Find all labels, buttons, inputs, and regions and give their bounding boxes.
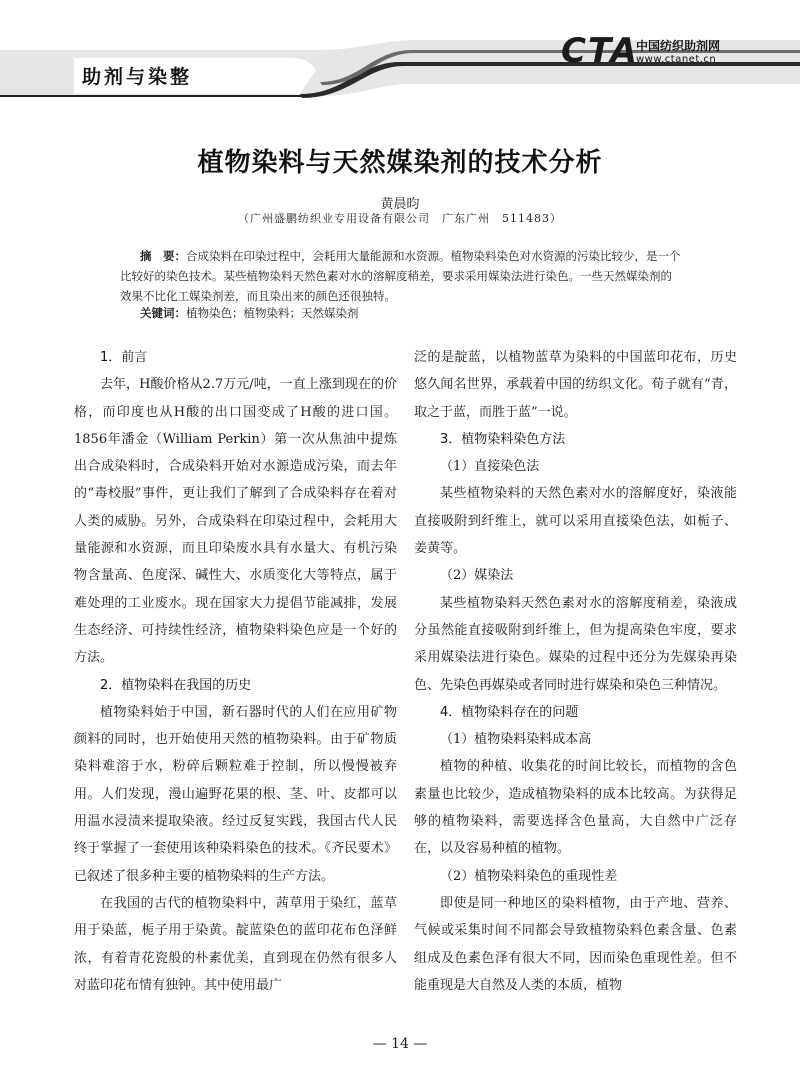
article-title: 植物染料与天然媒染剂的技术分析: [197, 148, 603, 178]
logo-url: www.ctanet.cn: [636, 54, 717, 65]
section-heading: 2．植物染料在我国的历史: [100, 677, 252, 693]
logo-chinese-name: 中国纺织助剂网: [636, 39, 721, 53]
abstract-text: 合成染料在印染过程中，会耗用大量能源和水资源。植物染料染色对水资源的污染比较少，是一个比较好的染色技术。某些植物染料天然色素对水的溶解度稍差，要求采用媒染法进行染色。一些天然媒染剂的效果不比化工媒染剂差，而且染出来的颜色还很独特。: [120, 249, 681, 303]
paragraph: 某些植物染料天然色素对水的溶解度稍差，染液成分虽然能直接吸附到纤维上，但为提高染色牢度，要求采用媒染法进行染色。媒染的过程中还分为先媒染再染色、先染色再媒染或者同时进行媒染和染色三种情况。: [414, 595, 737, 693]
subsection-heading: （1）直接染色法: [440, 459, 540, 475]
keywords-text: 植物染色；植物染料；天然媒染剂: [186, 306, 359, 320]
section-heading: 4．植物染料存在的问题: [440, 704, 579, 720]
paragraph: 某些植物染料的天然色素对水的溶解度好，染液能直接吸附到纤维上，就可以采用直接染色法，如栀子、姜黄等。: [414, 486, 737, 557]
section-heading: 1．前言: [100, 350, 148, 365]
paragraph: 植物的种植、收集花的时间比较长，而植物的含色素量也比较少，造成植物染料的成本比较高。为获得足够的植物染料，需要选择含色量高，大自然中广泛存在，以及容易种植的植物。: [414, 759, 737, 857]
right-column: [414, 344, 737, 999]
subsection-heading: （2）媒染法: [440, 568, 514, 584]
paragraph: 即使是同一种地区的染料植物，由于产地、营养、气候或采集时间不同都会导致植物染料色素含量、色素组成及色素色泽有很大不同，因而染色重现性差。但不能重现是大自然及人类的本质，植物: [414, 895, 737, 993]
subsection-heading: （2）植物染料染色的重现性差: [440, 868, 618, 884]
paragraph: 植物染料始于中国，新石器时代的人们在应用矿物颜料的同时，也开始使用天然的植物染料。由于矿物质染料难溶于水，粉碎后颗粒难于控制，所以慢慢被弃用。人们发现，漫山遍野花果的根、茎、叶、皮都可以用温水浸渍来提取染液。经过反复实践，我国古代人民终于掌握了一套使用该种染料染色的技术。《齐民要术》已叙述了很多种主要的植物染料的生产方法。: [74, 704, 397, 884]
cta-logo: CTA: [561, 31, 639, 71]
paragraph: 在我国的古代的植物染料中，茜草用于染红，蓝草用于染蓝，栀子用于染黄。靛蓝染色的蓝印花布色泽鲜浓，有着青花瓷般的朴素优美，直到现在仍然有很多人对蓝印花布情有独钟。其中使用最广: [74, 895, 397, 993]
section-heading: 3．植物染料染色方法: [440, 431, 566, 447]
page-header: [0, 0, 800, 110]
abstract: [120, 246, 682, 306]
page-number: — 14 —: [372, 1036, 428, 1052]
paragraph: 去年，H酸价格从2.7万元/吨，一直上涨到现在的价格，而印度也从H酸的出口国变成了H酸的进口国。1856年潘金（William Perkin）第一次从焦油中提炼出合成染料时，合成染料开始对水源造成污染，而去年的“毒校服”事件，更让我们了解到了合成染料存在着对人类的威胁。另外，合成染料在印染过程中，会耗用大量能源和水资源，而且印染废水具有水量大、有机污染物含量高、色度深、碱性大、水质变化大等特点，属于难处理的工业废水。现在国家大力提倡节能减排，发展生态经济、可持续性经济，植物染料染色应是一个好的方法。: [74, 377, 397, 666]
article-author: 黄晨昀: [380, 197, 420, 212]
subsection-heading: （1）植物染料染料成本高: [440, 732, 592, 748]
keywords: [140, 305, 680, 321]
section-title: 助剂与染整: [82, 66, 193, 88]
left-column: [74, 344, 397, 999]
abstract-label: 摘 要：: [140, 249, 186, 263]
keywords-label: 关键词：: [140, 306, 186, 320]
author-affiliation: （广州盛鹏纺织业专用设备有限公司 广东广州 511483）: [238, 212, 562, 225]
paragraph: 泛的是靛蓝，以植物蓝草为染料的中国蓝印花布，历史悠久闻名世界，承载着中国的纺织文化。荀子就有“青，取之于蓝，而胜于蓝”一说。: [414, 350, 737, 420]
